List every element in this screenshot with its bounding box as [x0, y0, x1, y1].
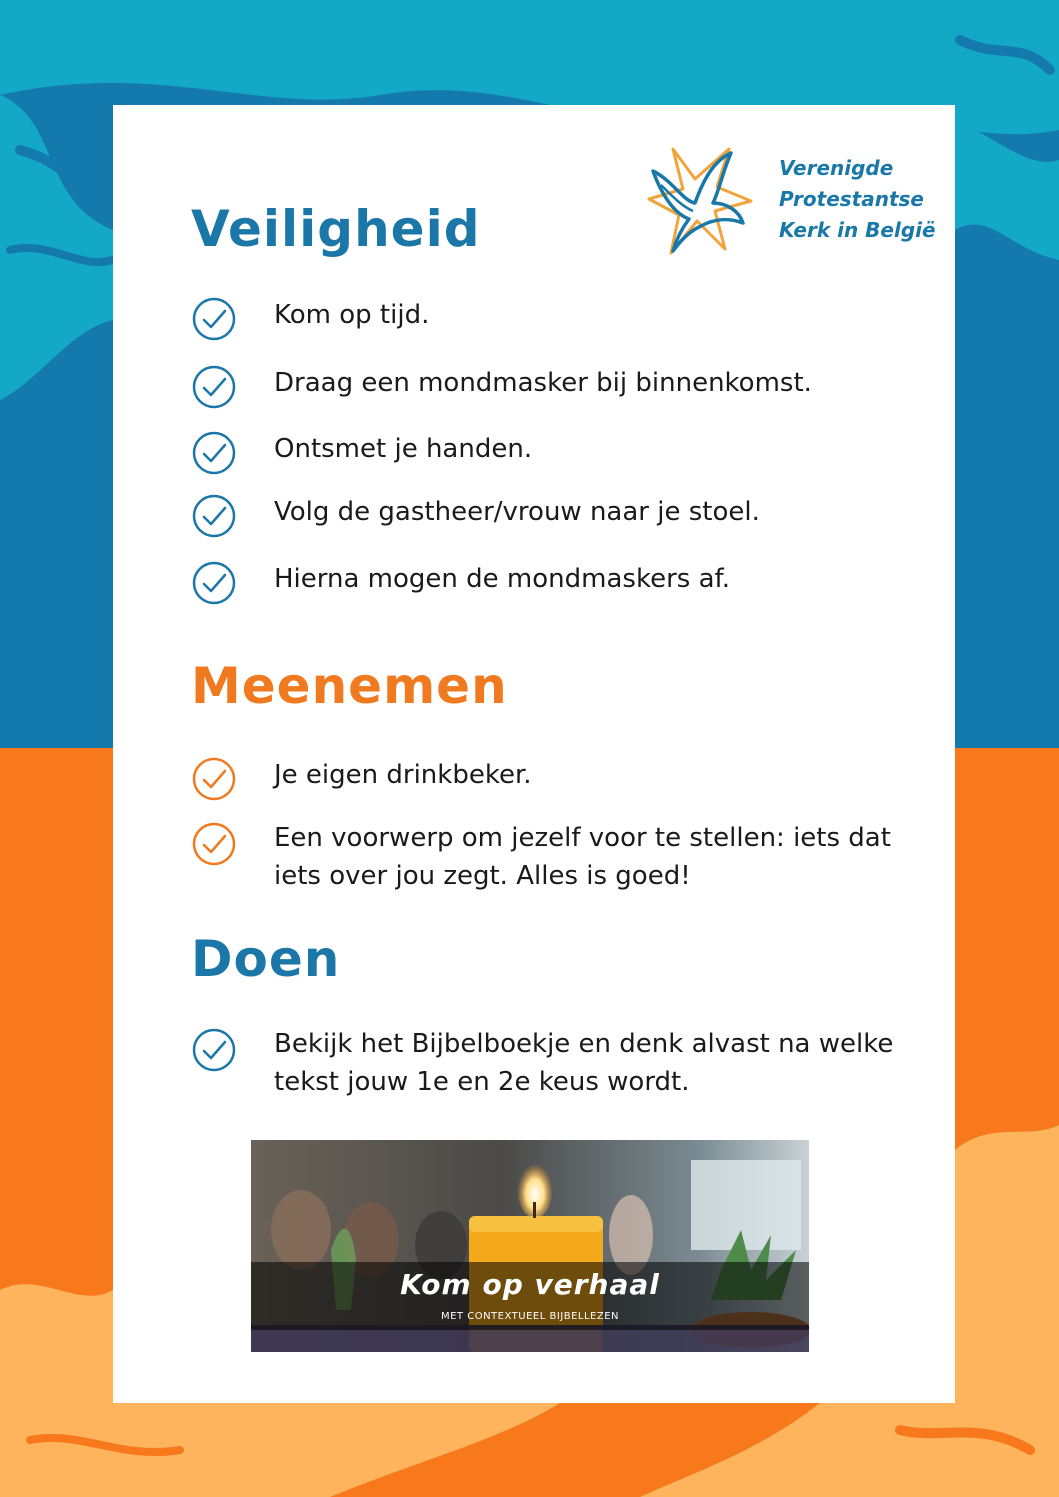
item-text: Ontsmet je handen.	[274, 434, 533, 464]
heading-meenemen: Meenemen	[191, 657, 508, 715]
item-text: Volg de gastheer/vrouw naar je stoel.	[274, 497, 760, 527]
check-circle-icon	[191, 493, 237, 539]
check-circle-icon	[191, 756, 237, 802]
item-text: Een voorwerp om jezelf voor te stellen: iets dat iets over jou zegt. Alles is goed!	[274, 823, 891, 891]
item-text: Hierna mogen de mondmaskers af.	[274, 564, 731, 594]
heading-doen: Doen	[191, 930, 341, 988]
vpkb-logo	[643, 141, 936, 261]
info-card	[113, 105, 955, 1403]
check-circle-icon	[191, 560, 237, 606]
heading-veiligheid: Veiligheid	[191, 200, 481, 258]
banner-title: Kom op verhaal	[400, 1268, 660, 1301]
logo-text	[779, 153, 936, 246]
logo-line-1: Verenigde	[779, 156, 894, 180]
check-circle-icon	[191, 430, 237, 476]
banner-subtitle: MET CONTEXTUEEL BIJBELLEZEN	[440, 1311, 620, 1322]
kom-op-verhaal-banner	[251, 1140, 809, 1352]
item-text: Draag een mondmasker bij binnenkomst.	[274, 368, 812, 398]
check-circle-icon	[191, 1027, 237, 1073]
check-circle-icon	[191, 364, 237, 410]
check-circle-icon	[191, 296, 237, 342]
dove-cross-icon	[643, 141, 761, 259]
item-text: Je eigen drinkbeker.	[274, 760, 532, 790]
logo-line-2: Protestantse	[779, 187, 924, 211]
logo-line-3: Kerk in België	[779, 218, 936, 242]
item-text: Bekijk het Bijbelboekje en denk alvast na welke tekst jouw 1e en 2e keus wordt.	[274, 1029, 894, 1097]
check-circle-icon	[191, 821, 237, 867]
item-text: Kom op tijd.	[274, 300, 430, 330]
